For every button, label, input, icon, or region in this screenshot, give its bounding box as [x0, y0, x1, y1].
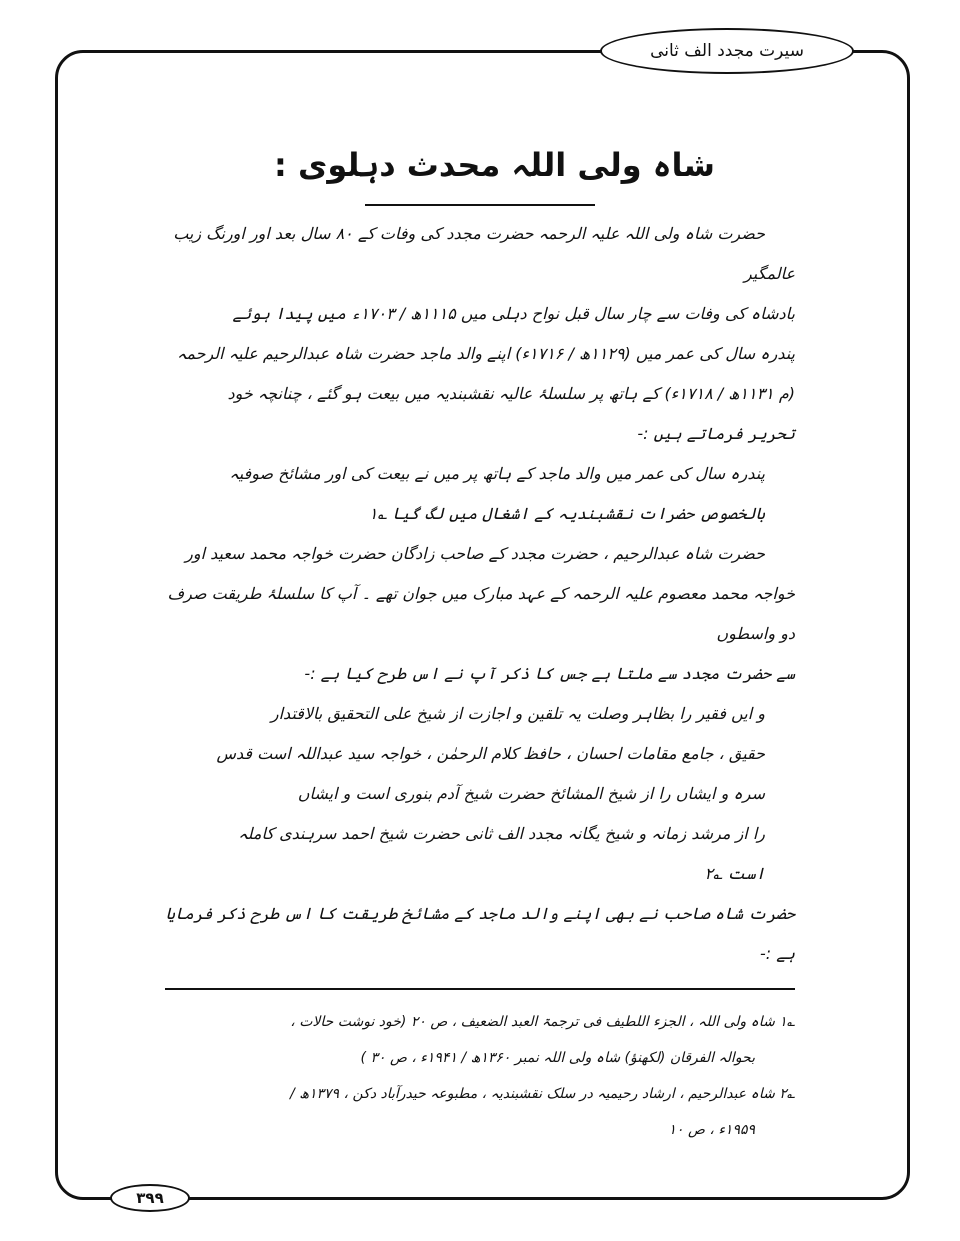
page-number: ۳۹۹: [136, 1189, 164, 1207]
body-line: حضرت شاہ عبدالرحیم ، حضرت مجدد کے صاحب زادگان حضرت خواجہ محمد سعید اور: [185, 544, 765, 563]
quote-line: پندرہ سال کی عمر میں والد ماجد کے ہاتھ پر میں نے بیعت کی اور مشائخ صوفیہ: [229, 464, 765, 483]
footnote-line: ؎۱ شاہ ولی اللہ ، الجزء اللطیف فی ترجمۃ العبد الضعیف ، ص ۲۰ (خود نوشت حالات ،: [290, 1014, 795, 1030]
quote-line: سرہ و ایشاں را از شیخ المشائخ حضرت شیخ آدم بنوری است و ایشاں: [297, 784, 765, 803]
quote-line: و ایں فقیر را بظاہر وصلت یہ تلقین و اجازت از شیخ علی التحقیق بالاقتدار: [270, 704, 765, 723]
body-line: تحریر فرماتے ہیں :-: [637, 424, 795, 443]
footnote-line: ؎۲ شاہ عبدالرحیم ، ارشاد رحیمیہ در سلک نقشبندیہ ، مطبوعہ حیدرآباد دکن ، ۱۳۷۹ھ /: [290, 1086, 795, 1102]
footnote-line: بحوالہ الفرقان (لکھنؤ) شاہ ولی اللہ نمبر ۱۳۶۰ھ / ۱۹۴۱ء ، ص ۳۰ ): [360, 1050, 755, 1066]
title-underline: [365, 204, 595, 206]
section-title: شاہ ولی اللہ محدث دہلوی :: [274, 146, 715, 184]
body-line: پندرہ سال کی عمر میں (۱۱۲۹ھ / ۱۷۱۶ء) اپنے والد ماجد حضرت شاہ عبدالرحیم علیہ الرحمہ: [176, 344, 795, 363]
body-line: (م ۱۱۳۱ھ / ۱۷۱۸ء) کے ہاتھ پر سلسلۂ عالیہ نقشبندیہ میں بیعت ہو گئے ، چنانچہ خود: [227, 384, 795, 403]
page-number-badge: [110, 1184, 190, 1212]
quote-line: بالخصوص حضرات نقشبندیہ کے اشغال میں لگ گیا ؎۱: [368, 504, 765, 523]
running-title: سیرت مجدد الف ثانی: [650, 41, 804, 61]
page-content: [165, 140, 795, 1148]
quote-line: را از مرشد زمانہ و شیخ یگانہ مجدد الف ثانی حضرت شیخ احمد سرہندی کاملہ: [238, 824, 765, 843]
body-line: خواجہ محمد معصوم علیہ الرحمہ کے عہد مبارک میں جوان تھے ۔ آپ کا سلسلۂ طریقت صرف دو واسطوں: [167, 584, 795, 643]
footnote-line: ۱۹۵۹ء ، ص ۱۰: [668, 1122, 755, 1138]
body-line: سے حضرت مجدد سے ملتا ہے جس کا ذکر آپ نے اس طرح کیا ہے :-: [304, 664, 795, 683]
running-header: [600, 28, 854, 74]
body-line: حضرت شاہ صاحب نے بھی اپنے والد ماجد کے مشائخ طریقت کا اس طرح ذکر فرمایا ہے :-: [165, 904, 795, 963]
footnote-divider: [165, 988, 795, 990]
body-line: بادشاہ کی وفات سے چار سال قبل نواح دہلی میں ۱۱۱۵ھ / ۱۷۰۳ء میں پیدا ہوئے: [232, 304, 795, 323]
quote-line: است ؎۲: [704, 864, 765, 883]
quote-line: حقیق ، جامع مقامات احسان ، حافظ کلام الرحمٰن ، خواجہ سید عبداللہ است قدس: [216, 744, 765, 763]
body-line: حضرت شاہ ولی اللہ علیہ الرحمہ حضرت مجدد کی وفات کے ۸۰ سال بعد اور اورنگ زیب عالمگیر: [173, 224, 795, 283]
